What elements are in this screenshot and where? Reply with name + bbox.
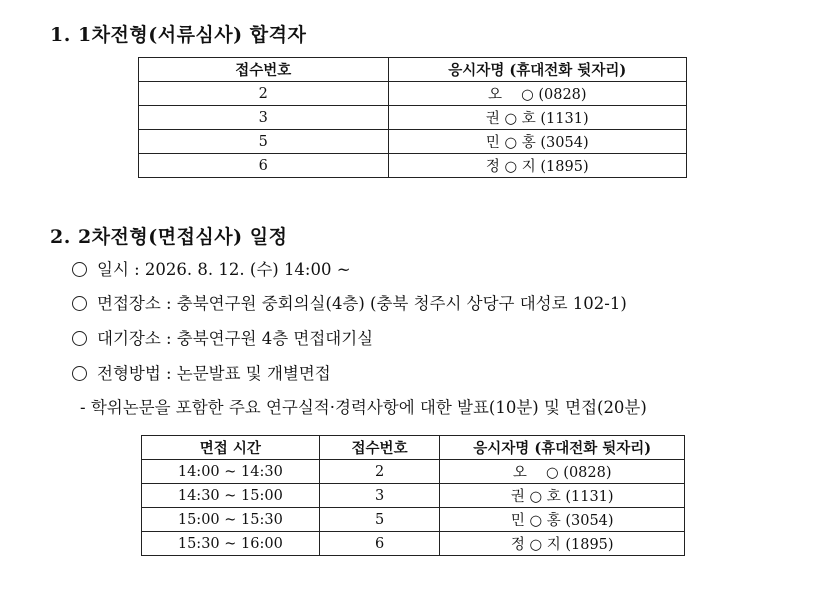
receipt-no: 3 — [319, 484, 440, 508]
applicant-name: 정 ○ 지 (1895) — [388, 154, 687, 178]
applicants-table — [138, 57, 687, 178]
circle-bullet-icon — [72, 366, 87, 381]
applicant-name: 권 ○ 호 (1131) — [440, 484, 685, 508]
header-interview-time: 면접 시간 — [142, 436, 320, 460]
interview-time: 14:30 ~ 15:00 — [142, 484, 320, 508]
table-row — [139, 82, 687, 106]
circle-bullet-icon — [72, 331, 87, 346]
receipt-no: 3 — [139, 106, 389, 130]
table-row — [139, 106, 687, 130]
table-header-row — [142, 436, 685, 460]
receipt-no: 6 — [319, 532, 440, 556]
applicant-name: 정 ○ 지 (1895) — [440, 532, 685, 556]
interview-time: 15:00 ~ 15:30 — [142, 508, 320, 532]
applicant-name: 민 ○ 홍 (3054) — [388, 130, 687, 154]
header-receipt-no: 접수번호 — [319, 436, 440, 460]
schedule-item-method — [72, 360, 331, 384]
applicant-name: 권 ○ 호 (1131) — [388, 106, 687, 130]
item-text: 전형방법 : 논문발표 및 개별면접 — [97, 364, 331, 383]
applicant-name: 민 ○ 홍 (3054) — [440, 508, 685, 532]
table-row — [142, 532, 685, 556]
table-row — [139, 154, 687, 178]
interview-schedule-table — [141, 435, 685, 556]
receipt-no: 2 — [319, 460, 440, 484]
method-note: - 학위논문을 포함한 주요 연구실적·경력사항에 대한 발표(10분) 및 면접(20분) — [80, 398, 647, 417]
receipt-no: 5 — [139, 130, 389, 154]
circle-bullet-icon — [72, 262, 87, 277]
header-receipt-no: 접수번호 — [139, 58, 389, 82]
applicant-name: 오 ○ (0828) — [388, 82, 687, 106]
header-applicant-name: 응시자명 (휴대전화 뒷자리) — [440, 436, 685, 460]
circle-bullet-icon — [72, 296, 87, 311]
receipt-no: 5 — [319, 508, 440, 532]
interview-time: 15:30 ~ 16:00 — [142, 532, 320, 556]
receipt-no: 2 — [139, 82, 389, 106]
section1-title: 1. 1차전형(서류심사) 합격자 — [50, 24, 307, 46]
schedule-item-datetime — [72, 256, 351, 280]
section2-title: 2. 2차전형(면접심사) 일정 — [50, 226, 288, 248]
interview-time: 14:00 ~ 14:30 — [142, 460, 320, 484]
table-header-row — [139, 58, 687, 82]
header-applicant-name: 응시자명 (휴대전화 뒷자리) — [388, 58, 687, 82]
schedule-item-waiting-room — [72, 325, 373, 349]
table-row — [142, 460, 685, 484]
item-text: 일시 : 2026. 8. 12. (수) 14:00 ~ — [97, 260, 351, 279]
receipt-no: 6 — [139, 154, 389, 178]
table-row — [142, 484, 685, 508]
table-row — [142, 508, 685, 532]
table-row — [139, 130, 687, 154]
item-text: 대기장소 : 충북연구원 4층 면접대기실 — [97, 329, 374, 348]
item-text: 면접장소 : 충북연구원 중회의실(4층) (충북 청주시 상당구 대성로 102-1) — [97, 294, 627, 313]
schedule-item-location — [72, 290, 627, 314]
applicant-name: 오 ○ (0828) — [440, 460, 685, 484]
